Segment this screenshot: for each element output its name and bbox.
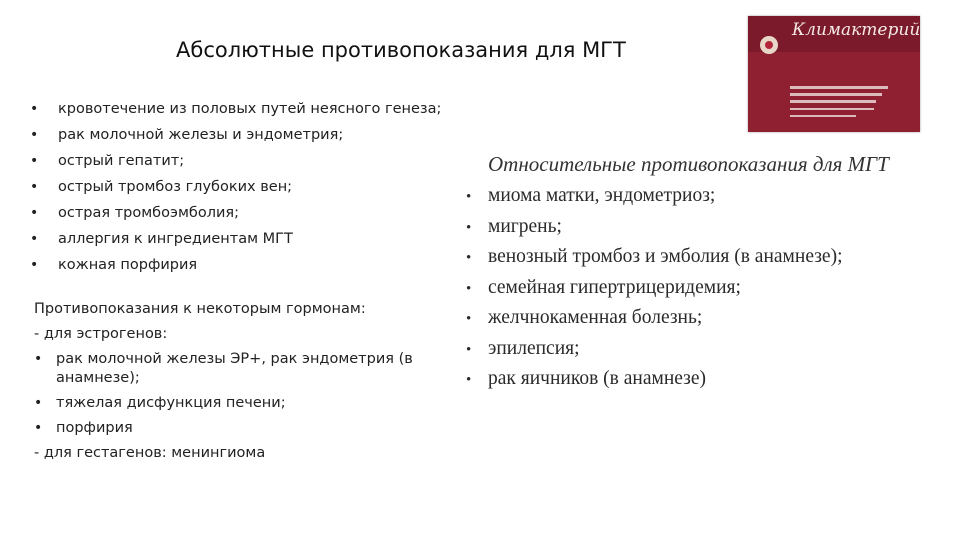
list-item-text: мигрень; [488,215,562,237]
bullet-icon: • [30,205,39,221]
bullet-icon: • [466,250,472,266]
list-item [466,336,889,367]
estrogens-label: - для эстрогенов: [34,326,168,342]
list-item-text: рак яичников (в анамнезе) [488,368,706,389]
flower-logo-icon [760,36,778,54]
absolute-contraindications-list [30,99,441,281]
relative-contraindications [466,152,889,397]
list-item [34,394,454,413]
bullet-icon: • [34,395,43,411]
list-item [34,350,454,388]
hormone-contraindications [34,300,454,463]
cover-brand: Климактерий [792,20,921,40]
list-item-text: острый тромбоз глубоких вен; [58,179,293,195]
list-item [466,275,889,306]
book-cover-image [748,16,920,132]
bullet-icon: • [34,420,43,436]
bullet-icon: • [30,153,39,169]
bullet-icon: • [466,372,472,388]
list-item-text: эпилепсия; [488,337,580,359]
list-item [30,255,441,281]
list-item-text: семейная гипертрицеридемия; [488,276,741,298]
cover-text-line [790,115,856,117]
list-item-text: кровотечение из половых путей неясного генеза; [58,101,442,117]
list-item [466,244,889,275]
list-item-text: желчнокаменная болезнь; [488,307,703,328]
bullet-icon: • [30,127,39,143]
list-item-text: рак молочной железы и эндометрия; [58,127,344,143]
cover-text-line [790,86,888,89]
cover-text-line [790,108,874,110]
cover-text-line [790,93,882,96]
list-item-text: рак молочной железы ЭР+, рак эндометрия (в анамнезе); [56,351,413,386]
bullet-icon: • [30,101,39,117]
list-item [30,177,441,203]
list-item [466,366,889,397]
bullet-icon: • [466,219,472,236]
list-item-text: тяжелая дисфункция печени; [56,395,286,411]
relative-list [466,183,889,397]
bullet-icon: • [30,179,39,195]
gestagens-line: - для гестагенов: менингиома [34,445,266,461]
list-item-text: аллергия к ингредиентам МГТ [58,231,293,247]
bullet-icon: • [466,311,472,327]
list-item [466,214,889,245]
bullet-icon: • [30,257,39,273]
bullet-icon: • [34,351,43,367]
list-item [466,305,889,336]
list-item-text: венозный тромбоз и эмболия (в анамнезе); [488,246,843,267]
bullet-icon: • [466,341,472,358]
list-item [30,125,441,151]
cover-text-line [790,100,876,103]
list-item [30,229,441,255]
bullet-icon: • [466,189,472,205]
relative-title: Относительные противопоказания для МГТ [488,152,889,176]
list-item [30,99,441,125]
list-item-text: порфирия [56,420,133,436]
estrogen-list [34,350,454,438]
hormone-header: Противопоказания к некоторым гормонам: [34,301,366,317]
list-item [466,183,889,214]
page-title: Абсолютные противопоказания для МГТ [176,38,626,62]
bullet-icon: • [466,280,472,297]
list-item [30,151,441,177]
list-item [30,203,441,229]
list-item [34,419,454,438]
bullet-icon: • [30,231,39,247]
list-item-text: кожная порфирия [58,257,198,273]
list-item-text: острый гепатит; [58,153,185,169]
list-item-text: острая тромбоэмболия; [58,205,239,221]
list-item-text: миома матки, эндометриоз; [488,185,716,206]
